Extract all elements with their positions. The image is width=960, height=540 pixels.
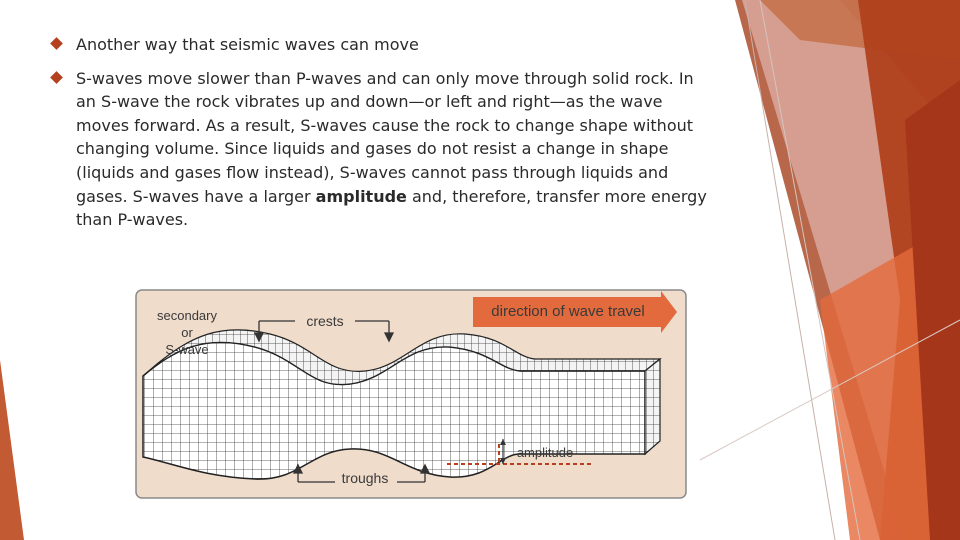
crests-label: crests xyxy=(306,313,344,329)
bullet-text-end: and, therefore, transfer more energy than P-waves. xyxy=(76,186,707,230)
diamond-bullet-icon xyxy=(50,71,63,84)
bullet-item-1 xyxy=(52,33,712,57)
s-wave-illustration xyxy=(135,289,687,499)
bullet-list xyxy=(52,33,712,242)
left-corner-wedge xyxy=(0,360,24,540)
s-wave-diagram xyxy=(135,289,687,499)
amplitude-label: amplitude xyxy=(516,445,574,460)
wave-type-label-line3: S-wave xyxy=(165,342,209,357)
bold-term: amplitude xyxy=(315,186,407,206)
bullet-text-start: S-waves move slower than P-waves and can only move through solid rock. In an S-wave the rock vibrates up and down—or left and right—as the wave moves forward. As a result, S-waves cause the rock to change shape without changing volume. Since liquids and gases do not resist a change in shape (liquids and gases flow instead), S-waves cannot pass through liquids and gases. S-waves have a larger xyxy=(76,68,694,206)
diamond-bullet-icon xyxy=(50,37,63,50)
direction-label: direction of wave travel xyxy=(491,303,645,320)
bullet-text xyxy=(76,67,712,232)
bullet-text: Another way that seismic waves can move xyxy=(76,35,419,54)
bullet-item-2 xyxy=(52,67,712,232)
troughs-label: troughs xyxy=(341,470,389,486)
wave-type-label-line2: or xyxy=(181,325,193,340)
wave-type-label-line1: secondary xyxy=(157,308,217,323)
wave-block-end xyxy=(645,359,660,454)
